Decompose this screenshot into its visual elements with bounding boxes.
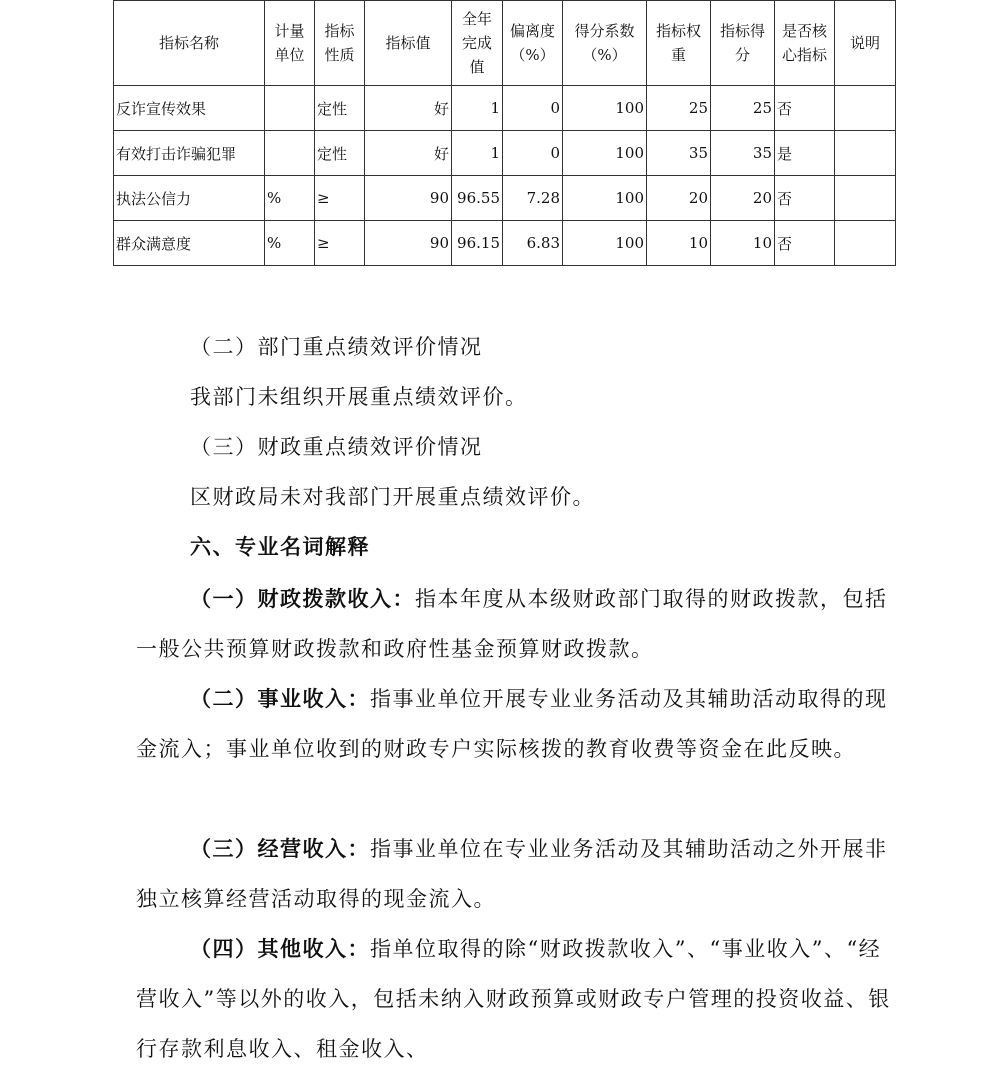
section-heading-glossary: 六、专业名词解释: [190, 534, 370, 559]
cell-weight: 35: [647, 131, 711, 176]
cell-weight: 20: [647, 176, 711, 221]
cell-coefficient: 100: [563, 86, 647, 131]
cell-target: 90: [365, 221, 452, 266]
cell-nature: ≥: [315, 221, 365, 266]
header-note: 说明: [835, 1, 896, 86]
definition-text: 指事业单位开展专业业务活动及其辅助活动取得的现金流入；事业单位收到的财政专户实际核拨的教育收费等资金在此反映。: [136, 687, 888, 761]
header-deviation: 偏离度 （%）: [503, 1, 563, 86]
cell-deviation: 7.28: [503, 176, 563, 221]
cell-actual: 1: [452, 131, 503, 176]
cell-unit: [265, 86, 315, 131]
definition-business-income: [136, 674, 896, 774]
section-heading-key-evaluation: （二）部门重点绩效评价情况: [190, 335, 483, 359]
cell-score: 25: [711, 86, 775, 131]
cell-name: 反诈宣传效果: [114, 86, 265, 131]
cell-name: 执法公信力: [114, 176, 265, 221]
cell-deviation: 6.83: [503, 221, 563, 266]
definition-term: （二）事业收入：: [190, 686, 370, 711]
header-core-indicator: 是否核 心指标: [775, 1, 835, 86]
definition-text: 指本年度从本级财政部门取得的财政拨款，包括一般公共预算财政拨款和政府性基金预算财政拨款。: [136, 587, 888, 661]
cell-score: 10: [711, 221, 775, 266]
section-text-finance-evaluation: 区财政局未对我部门开展重点绩效评价。: [190, 485, 595, 509]
table-row: [114, 176, 896, 221]
cell-target: 90: [365, 176, 452, 221]
cell-note: [835, 86, 896, 131]
table-row: [114, 221, 896, 266]
header-weight: 指标权 重: [647, 1, 711, 86]
table-row: [114, 131, 896, 176]
cell-note: [835, 176, 896, 221]
cell-actual: 96.15: [452, 221, 503, 266]
header-nature: 指标 性质: [315, 1, 365, 86]
cell-unit: %: [265, 221, 315, 266]
cell-target: 好: [365, 131, 452, 176]
definition-operating-income: [136, 824, 896, 924]
header-indicator-name: 指标名称: [114, 1, 265, 86]
cell-note: [835, 221, 896, 266]
table-header-row: [114, 1, 896, 86]
section-text-key-evaluation: 我部门未组织开展重点绩效评价。: [190, 385, 528, 409]
cell-coefficient: 100: [563, 221, 647, 266]
header-target-value: 指标值: [365, 1, 452, 86]
cell-coefficient: 100: [563, 131, 647, 176]
cell-core: 是: [775, 131, 835, 176]
definition-other-income: [136, 924, 896, 1074]
cell-coefficient: 100: [563, 176, 647, 221]
cell-score: 35: [711, 131, 775, 176]
cell-name: 群众满意度: [114, 221, 265, 266]
cell-core: 否: [775, 221, 835, 266]
cell-name: 有效打击诈骗犯罪: [114, 131, 265, 176]
cell-unit: %: [265, 176, 315, 221]
cell-nature: 定性: [315, 86, 365, 131]
cell-core: 否: [775, 86, 835, 131]
definition-text: 指单位取得的除“财政拨款收入”、“事业收入”、“经营收入”等以外的收入，包括未纳入财政预算或财政专户管理的投资收益、银行存款利息收入、租金收入、: [136, 937, 891, 1061]
cell-deviation: 0: [503, 86, 563, 131]
definition-text: 指事业单位在专业业务活动及其辅助活动之外开展非独立核算经营活动取得的现金流入。: [136, 837, 888, 911]
cell-weight: 10: [647, 221, 711, 266]
header-score: 指标得 分: [711, 1, 775, 86]
cell-core: 否: [775, 176, 835, 221]
cell-deviation: 0: [503, 131, 563, 176]
cell-actual: 96.55: [452, 176, 503, 221]
header-unit: 计量 单位: [265, 1, 315, 86]
header-score-coefficient: 得分系数 （%）: [563, 1, 647, 86]
cell-note: [835, 131, 896, 176]
header-actual-value: 全年 完成 值: [452, 1, 503, 86]
cell-nature: ≥: [315, 176, 365, 221]
cell-target: 好: [365, 86, 452, 131]
definition-fiscal-appropriation: [136, 574, 896, 674]
cell-unit: [265, 131, 315, 176]
cell-actual: 1: [452, 86, 503, 131]
definition-term: （一）财政拨款收入：: [190, 586, 415, 611]
cell-score: 20: [711, 176, 775, 221]
table-row: [114, 86, 896, 131]
section-heading-finance-evaluation: （三）财政重点绩效评价情况: [190, 435, 483, 459]
performance-indicator-table: [113, 0, 896, 266]
cell-nature: 定性: [315, 131, 365, 176]
definition-term: （四）其他收入：: [190, 936, 370, 961]
definition-term: （三）经营收入：: [190, 836, 370, 861]
cell-weight: 25: [647, 86, 711, 131]
